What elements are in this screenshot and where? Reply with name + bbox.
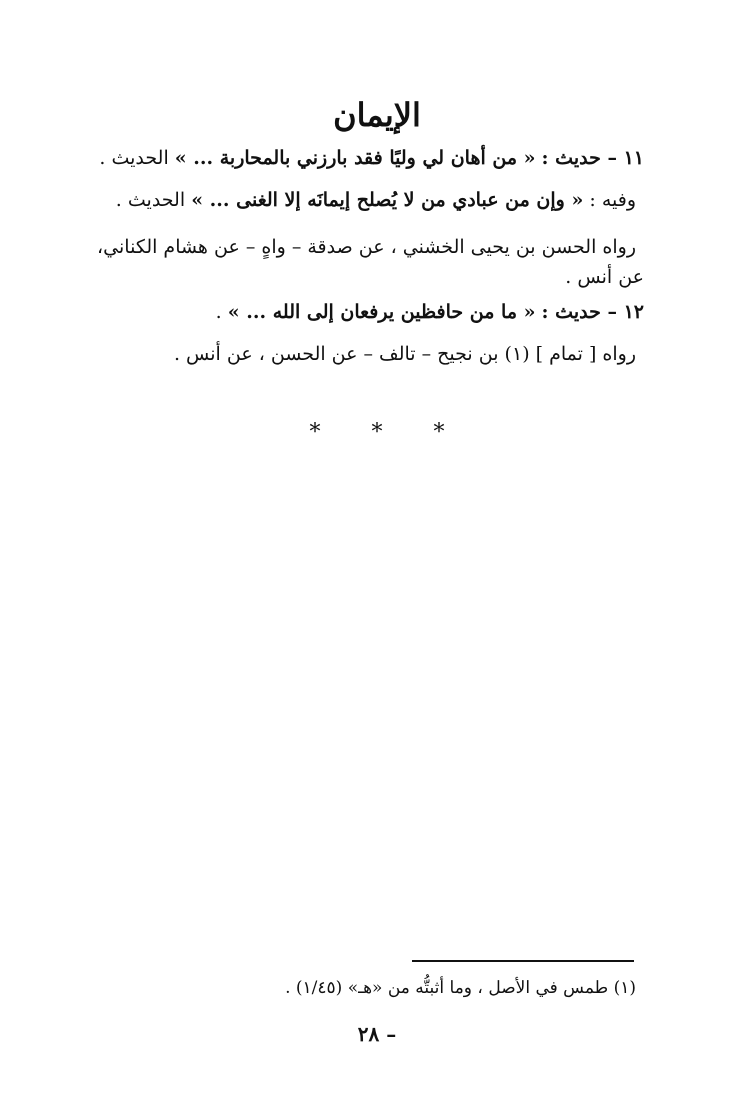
hadith-11-narration-line1: رواه الحسن بن يحيى الخشني ، عن صدقة – واهٍ – عن هشام الكناني، (97, 236, 636, 258)
footnote: (١) طمس في الأصل ، وما أثبتُّه من «هـ» (١/٤٥) . (285, 978, 636, 998)
page-title: الإيمان (333, 96, 421, 134)
footnote-divider (412, 960, 634, 962)
section-separator (0, 420, 754, 445)
hadith-12-narration: رواه [ تمام ] (١) بن نجيح – تالف – عن الحسن ، عن أنس . (173, 343, 636, 365)
hadith-11-number: ١١ – حديث : (541, 147, 644, 169)
separator-star: * (371, 420, 383, 445)
addition-suffix: الحديث . (115, 189, 186, 211)
hadith-12-suffix: . (215, 301, 222, 323)
addition-prefix: وفيه : (589, 189, 636, 211)
separator-star: * (433, 420, 445, 445)
hadith-11-addition (96, 185, 636, 215)
hadith-12-heading (104, 297, 644, 327)
hadith-12-quote: « ما من حافظين يرفعان إلى الله ... » (227, 301, 536, 323)
page-number: – ٢٨ (357, 1022, 397, 1046)
hadith-11-suffix: الحديث . (99, 147, 169, 169)
separator-star: * (309, 420, 321, 445)
addition-quote: « وإن من عبادي من لا يُصلح إيمانَه إلا الغنى ... » (191, 189, 584, 211)
hadith-11-quote: « من أهان لي وليًا فقد بارزني بالمحاربة ... » (174, 147, 536, 169)
hadith-11-narration-line2: عن أنس . (565, 266, 644, 288)
hadith-11-heading (99, 143, 644, 173)
hadith-12-number: ١٢ – حديث : (541, 301, 644, 323)
